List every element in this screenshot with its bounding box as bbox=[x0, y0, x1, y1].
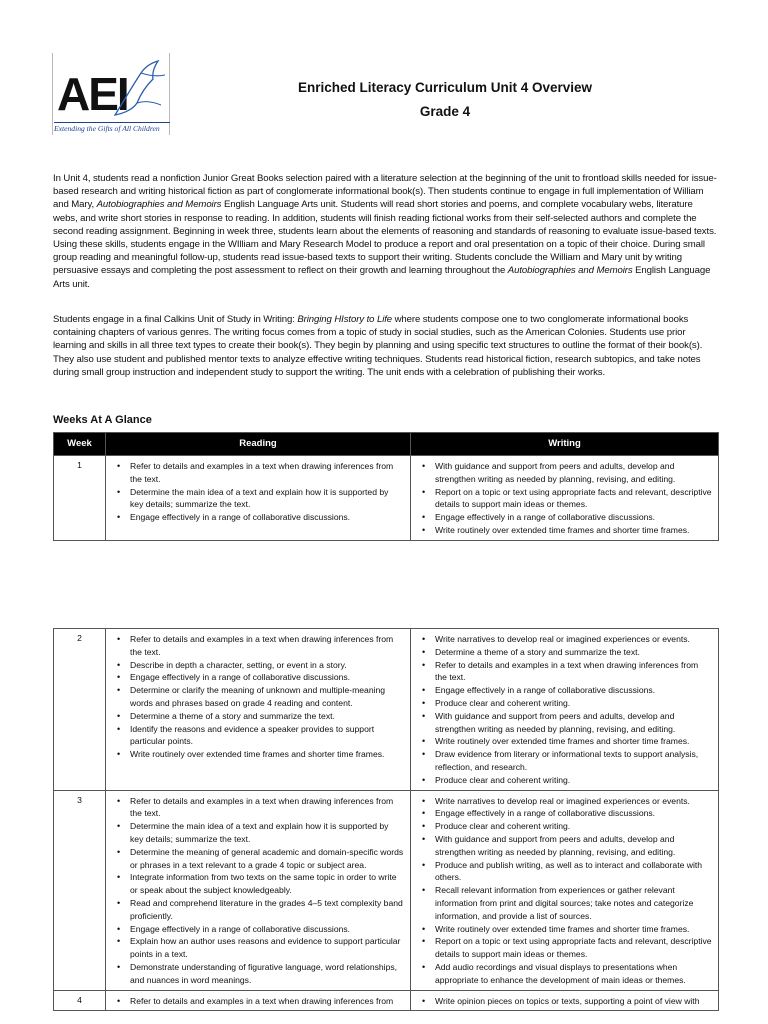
list-item: • Draw evidence from literary or informational texts to support analysis, reflection, and research. bbox=[417, 748, 712, 774]
reading-objectives-cell bbox=[106, 629, 411, 791]
list-item: • Write opinion pieces on topics or texts, supporting a point of view with bbox=[417, 995, 712, 1008]
weeks-table-part-2 bbox=[53, 628, 719, 1011]
reading-objectives-list bbox=[112, 995, 404, 1008]
document-title: Enriched Literacy Curriculum Unit 4 Overview bbox=[297, 80, 593, 95]
week-column-header: Week bbox=[54, 433, 106, 456]
table-header-row bbox=[54, 433, 719, 456]
list-item: • Engage effectively in a range of collaborative discussions. bbox=[417, 807, 712, 820]
intro-paragraph-2: Students engage in a final Calkins Unit of Study in Writing: Bringing HIstory to Life where students compose one to two conglomerate informational books containing chapters of various genres. The writing focus comes from a topic of study in social studies, such as the American Colonies. Students use prior learning and skills in all three text types to create their book(s). They begin by planning and using specific text structures to outline the format of their book(s). They also use student and published mentor texts to analyze effective writing techniques. Students read historical fiction, research subtopics, and take notes during small group instruction and independent study to support the writing. The unit ends with a celebration of publishing their works. bbox=[53, 314, 703, 378]
writing-objectives-list bbox=[417, 460, 712, 537]
list-item: • Determine a theme of a story and summarize the text. bbox=[417, 646, 712, 659]
writing-objectives-cell bbox=[411, 990, 719, 1011]
reading-objectives-list bbox=[112, 633, 404, 761]
document-subtitle: Grade 4 bbox=[419, 104, 471, 119]
list-item: • Refer to details and examples in a text when drawing inferences from the text. bbox=[417, 659, 712, 685]
bird-logo-icon bbox=[111, 55, 169, 121]
list-item: • With guidance and support from peers and adults, develop and strengthen writing as needed by planning, revising, and editing. bbox=[417, 460, 712, 486]
unit-of-study-title: Bringing HIstory to Life bbox=[297, 314, 393, 325]
list-item: • Produce clear and coherent writing. bbox=[417, 697, 712, 710]
list-item: • Produce clear and coherent writing. bbox=[417, 774, 712, 787]
reading-column-header: Reading bbox=[106, 433, 411, 456]
list-item: • Write narratives to develop real or imagined experiences or events. bbox=[417, 795, 712, 808]
writing-objectives-list bbox=[417, 795, 712, 987]
list-item: • Write routinely over extended time frames and shorter time frames. bbox=[417, 735, 712, 748]
list-item: • Engage effectively in a range of collaborative discussions. bbox=[112, 511, 404, 524]
list-item: • Explain how an author uses reasons and evidence to support particular points in a text. bbox=[112, 935, 404, 961]
list-item: • Write narratives to develop real or imagined experiences or events. bbox=[417, 633, 712, 646]
reading-objectives-cell bbox=[106, 790, 411, 990]
list-item: • Determine the main idea of a text and explain how it is supported by key details; summarize the text. bbox=[112, 820, 404, 846]
writing-objectives-cell bbox=[411, 456, 719, 541]
week-number-cell: 3 bbox=[54, 790, 106, 990]
list-item: • Refer to details and examples in a text when drawing inferences from the text. bbox=[112, 633, 404, 659]
list-item: • Demonstrate understanding of figurative language, word relationships, and nuances in word meanings. bbox=[112, 961, 404, 987]
list-item: • Engage effectively in a range of collaborative discussions. bbox=[112, 671, 404, 684]
reading-objectives-cell bbox=[106, 990, 411, 1011]
list-item: • With guidance and support from peers and adults, develop and strengthen writing as needed by planning, revising, and editing. bbox=[417, 833, 712, 859]
intro-paragraph-1: In Unit 4, students read a nonfiction Junior Great Books selection paired with a literature selection at the beginning of the unit to frontload skills needed for issue-based research and writing historical fiction as part of conglomerate informational book(s). Then students continue to engage in full implementation of William and Mary, Autobiographies and Memoirs English Language Arts unit. Students will read short stories and poems, and complete vocabulary webs, literature webs, and write short stories in response to reading. In addition, students will finish reading fictional works from their self-selected authors and complete the second reading assignment. Beginning in week three, students learn about the elements of reasoning and standards of reasoning to evaluate issue-based texts. Using these skills, students engage in the WIlliam and Mary Research Model to produce a report and oral presentation on a topic of their choice. During small group reading and meaningful follow-up, students read issue-based texts to support their writing. Students conclude the William and Mary unit by writing persuasive essays and completing the post assessment to reflect on their growth and learning throughout the Autobiographies and Memoirs English Language Arts unit. bbox=[53, 173, 717, 290]
list-item: • Determine the main idea of a text and explain how it is supported by key details; summarize the text. bbox=[112, 486, 404, 512]
list-item: • Integrate information from two texts on the same topic in order to write or speak about the subject knowledgeably. bbox=[112, 871, 404, 897]
reading-objectives-cell bbox=[106, 456, 411, 541]
writing-objectives-list bbox=[417, 633, 712, 787]
list-item: • Engage effectively in a range of collaborative discussions. bbox=[417, 684, 712, 697]
list-item: • Produce clear and coherent writing. bbox=[417, 820, 712, 833]
list-item: • Describe in depth a character, setting, or event in a story. bbox=[112, 659, 404, 672]
week-number-cell: 4 bbox=[54, 990, 106, 1011]
list-item: • Refer to details and examples in a text when drawing inferences from the text. bbox=[112, 795, 404, 821]
table-row bbox=[54, 629, 719, 791]
weeks-table-part-1 bbox=[53, 432, 719, 541]
list-item: • Engage effectively in a range of collaborative discussions. bbox=[417, 511, 712, 524]
list-item: • Identify the reasons and evidence a speaker provides to support particular points. bbox=[112, 723, 404, 749]
week-number-cell: 1 bbox=[54, 456, 106, 541]
reading-objectives-list bbox=[112, 460, 404, 524]
list-item: • Determine or clarify the meaning of unknown and multiple-meaning words and phrases based on grade 4 reading and content. bbox=[112, 684, 404, 710]
table-row bbox=[54, 456, 719, 541]
list-item: • Determine a theme of a story and summarize the text. bbox=[112, 710, 404, 723]
list-item: • Add audio recordings and visual displays to presentations when appropriate to enhance the development of main ideas or themes. bbox=[417, 961, 712, 987]
writing-column-header: Writing bbox=[411, 433, 719, 456]
list-item: • Write routinely over extended time frames and shorter time frames. bbox=[417, 923, 712, 936]
aei-logo bbox=[52, 53, 170, 135]
weeks-at-a-glance-heading: Weeks At A Glance bbox=[53, 414, 152, 426]
logo-text: AEI bbox=[57, 68, 128, 120]
list-item: • Determine the meaning of general academic and domain-specific words or phrases in a text relevant to a grade 4 topic or subject area. bbox=[112, 846, 404, 872]
list-item: • Report on a topic or text using appropriate facts and relevant, descriptive details to support main ideas or themes. bbox=[417, 486, 712, 512]
reading-objectives-list bbox=[112, 795, 404, 987]
list-item: • Produce and publish writing, as well as to interact and collaborate with others. bbox=[417, 859, 712, 885]
list-item: • Report on a topic or text using appropriate facts and relevant, descriptive details to support main ideas or themes. bbox=[417, 935, 712, 961]
list-item: • Write routinely over extended time frames and shorter time frames. bbox=[417, 524, 712, 537]
writing-objectives-cell bbox=[411, 629, 719, 791]
unit-title-emphasis: Autobiographies and Memoirs bbox=[507, 265, 633, 277]
logo-tagline: Extending the Gifts of All Children bbox=[54, 122, 170, 133]
list-item: • Refer to details and examples in a text when drawing inferences from the text. bbox=[112, 460, 404, 486]
list-item: • Read and comprehend literature in the grades 4–5 text complexity band proficiently. bbox=[112, 897, 404, 923]
week-number-cell: 2 bbox=[54, 629, 106, 791]
table-row bbox=[54, 790, 719, 990]
list-item: • Write routinely over extended time frames and shorter time frames. bbox=[112, 748, 404, 761]
unit-title-emphasis: Autobiographies and Memoirs bbox=[96, 199, 222, 211]
writing-objectives-cell bbox=[411, 790, 719, 990]
list-item: • With guidance and support from peers and adults, develop and strengthen writing as needed by planning, revising, and editing. bbox=[417, 710, 712, 736]
list-item: • Refer to details and examples in a text when drawing inferences from bbox=[112, 995, 404, 1008]
writing-objectives-list bbox=[417, 995, 712, 1008]
list-item: • Recall relevant information from experiences or gather relevant information from print and digital sources; take notes and categorize information, and provide a list of sources. bbox=[417, 884, 712, 922]
table-row bbox=[54, 990, 719, 1011]
list-item: • Engage effectively in a range of collaborative discussions. bbox=[112, 923, 404, 936]
